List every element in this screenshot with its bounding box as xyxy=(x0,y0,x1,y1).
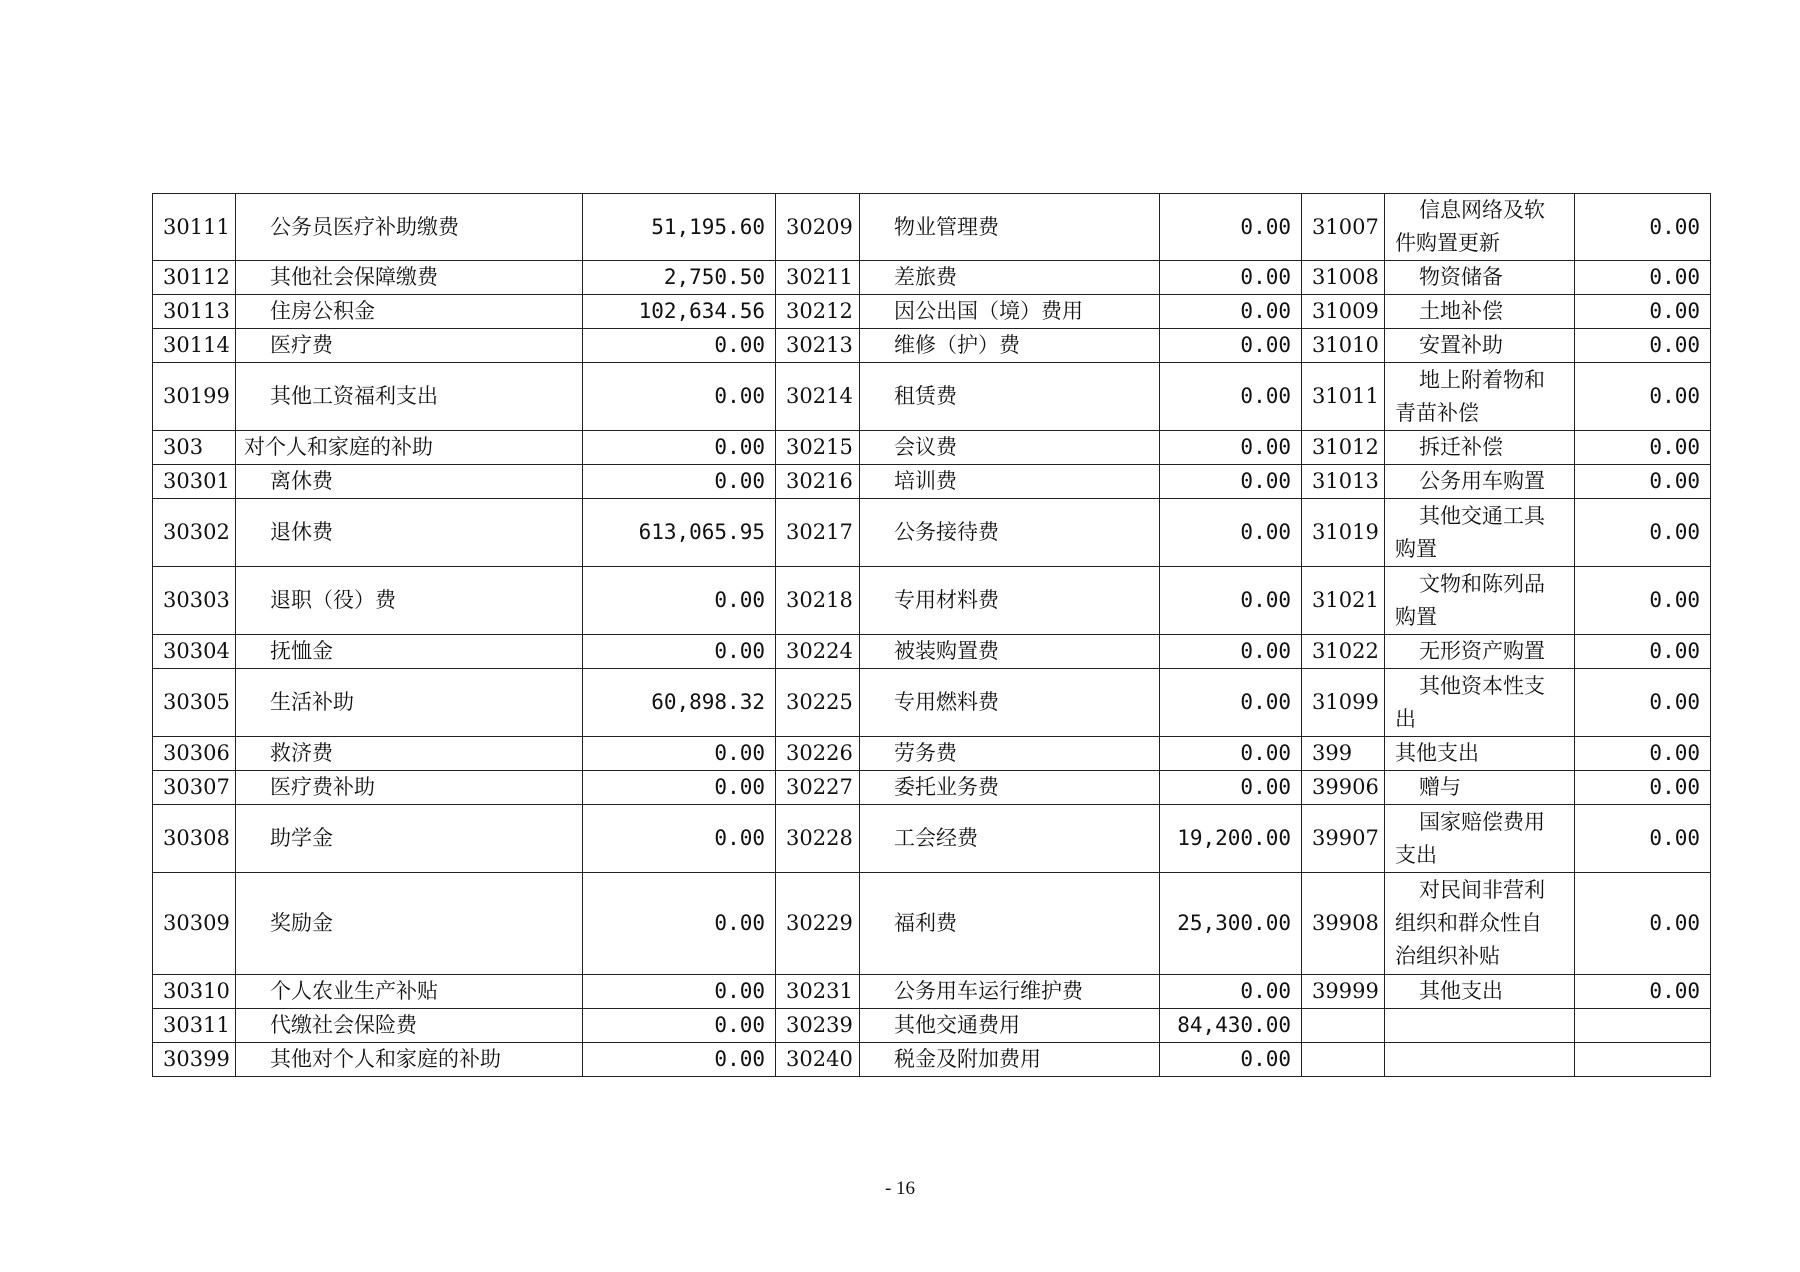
category-code: 30212 xyxy=(776,295,860,329)
category-name-line: 其他支出 xyxy=(1395,741,1479,765)
category-code: 31012 xyxy=(1302,431,1385,465)
category-name: 租赁费 xyxy=(860,363,1160,431)
category-name-line: 无形资产购置 xyxy=(1419,639,1545,663)
table-row xyxy=(153,295,1711,329)
category-code: 30303 xyxy=(153,567,236,635)
amount: 0.00 xyxy=(1160,295,1302,329)
category-code: 30239 xyxy=(776,1009,860,1043)
amount: 0.00 xyxy=(1160,329,1302,363)
amount: 0.00 xyxy=(1575,431,1711,465)
category-name: 生活补助 xyxy=(236,669,583,737)
category-code: 30215 xyxy=(776,431,860,465)
category-code xyxy=(1302,1009,1385,1043)
category-name-line: 物资储备 xyxy=(1419,265,1503,289)
category-code: 30227 xyxy=(776,771,860,805)
category-name: 其他社会保障缴费 xyxy=(236,261,583,295)
category-code: 31011 xyxy=(1302,363,1385,431)
category-name-line: 购置 xyxy=(1395,604,1437,629)
category-code: 30308 xyxy=(153,805,236,873)
category-name xyxy=(1385,261,1575,295)
category-name xyxy=(1385,1043,1575,1077)
table-row xyxy=(153,635,1711,669)
amount: 0.00 xyxy=(1160,737,1302,771)
category-name: 助学金 xyxy=(236,805,583,873)
category-code: 30310 xyxy=(153,975,236,1009)
amount: 51,195.60 xyxy=(583,194,776,261)
category-name-line: 其他交通工具 xyxy=(1419,503,1545,528)
amount: 0.00 xyxy=(1160,669,1302,737)
category-name-line: 支出 xyxy=(1395,842,1437,867)
category-code: 31008 xyxy=(1302,261,1385,295)
amount: 102,634.56 xyxy=(583,295,776,329)
category-name: 福利费 xyxy=(860,873,1160,975)
amount: 0.00 xyxy=(583,363,776,431)
amount: 0.00 xyxy=(1160,194,1302,261)
category-name: 工会经费 xyxy=(860,805,1160,873)
amount: 0.00 xyxy=(1160,363,1302,431)
table-row xyxy=(153,363,1711,431)
category-name xyxy=(1385,805,1575,873)
amount: 0.00 xyxy=(583,1009,776,1043)
category-code: 30307 xyxy=(153,771,236,805)
table-row xyxy=(153,465,1711,499)
category-name-line: 其他资本性支 xyxy=(1419,673,1545,698)
table-row xyxy=(153,1043,1711,1077)
amount: 19,200.00 xyxy=(1160,805,1302,873)
amount: 0.00 xyxy=(1575,567,1711,635)
category-name: 专用燃料费 xyxy=(860,669,1160,737)
category-code: 30226 xyxy=(776,737,860,771)
category-name xyxy=(1385,635,1575,669)
amount: 0.00 xyxy=(583,567,776,635)
category-code: 30229 xyxy=(776,873,860,975)
category-code: 31010 xyxy=(1302,329,1385,363)
category-code: 30224 xyxy=(776,635,860,669)
amount: 0.00 xyxy=(583,771,776,805)
category-name-line: 赠与 xyxy=(1419,775,1461,799)
category-name: 退职（役）费 xyxy=(236,567,583,635)
amount: 0.00 xyxy=(1160,431,1302,465)
amount: 0.00 xyxy=(1160,499,1302,567)
amount: 0.00 xyxy=(583,873,776,975)
amount: 0.00 xyxy=(1575,635,1711,669)
category-name-line: 其他支出 xyxy=(1419,979,1503,1003)
category-name: 代缴社会保险费 xyxy=(236,1009,583,1043)
category-name: 其他交通费用 xyxy=(860,1009,1160,1043)
amount: 0.00 xyxy=(583,465,776,499)
amount: 0.00 xyxy=(1160,635,1302,669)
category-name: 委托业务费 xyxy=(860,771,1160,805)
amount xyxy=(1575,1009,1711,1043)
category-code: 30211 xyxy=(776,261,860,295)
amount: 0.00 xyxy=(1575,261,1711,295)
amount: 0.00 xyxy=(1160,1043,1302,1077)
category-code: 30114 xyxy=(153,329,236,363)
amount: 0.00 xyxy=(1160,975,1302,1009)
category-name xyxy=(1385,329,1575,363)
category-name: 公务接待费 xyxy=(860,499,1160,567)
category-name: 其他对个人和家庭的补助 xyxy=(236,1043,583,1077)
category-code: 39999 xyxy=(1302,975,1385,1009)
category-name xyxy=(1385,771,1575,805)
category-code: 30240 xyxy=(776,1043,860,1077)
amount: 0.00 xyxy=(1160,465,1302,499)
category-name-line: 出 xyxy=(1395,706,1416,731)
category-name-line: 安置补助 xyxy=(1419,333,1503,357)
category-name: 救济费 xyxy=(236,737,583,771)
category-code: 39907 xyxy=(1302,805,1385,873)
category-code: 30209 xyxy=(776,194,860,261)
category-code: 31013 xyxy=(1302,465,1385,499)
category-name: 会议费 xyxy=(860,431,1160,465)
table-body xyxy=(153,194,1711,1077)
category-code: 30214 xyxy=(776,363,860,431)
amount: 0.00 xyxy=(1160,567,1302,635)
category-name: 专用材料费 xyxy=(860,567,1160,635)
table-row xyxy=(153,567,1711,635)
category-name-line: 公务用车购置 xyxy=(1419,469,1545,493)
category-code: 31099 xyxy=(1302,669,1385,737)
table-row xyxy=(153,329,1711,363)
category-code: 30228 xyxy=(776,805,860,873)
category-name: 差旅费 xyxy=(860,261,1160,295)
category-name: 公务员医疗补助缴费 xyxy=(236,194,583,261)
amount: 0.00 xyxy=(1575,805,1711,873)
category-name xyxy=(1385,873,1575,975)
table-row xyxy=(153,431,1711,465)
amount: 0.00 xyxy=(1575,737,1711,771)
category-name: 劳务费 xyxy=(860,737,1160,771)
table-row xyxy=(153,873,1711,975)
amount: 0.00 xyxy=(583,975,776,1009)
category-name: 个人农业生产补贴 xyxy=(236,975,583,1009)
amount: 0.00 xyxy=(1575,329,1711,363)
amount: 0.00 xyxy=(583,805,776,873)
category-code: 30113 xyxy=(153,295,236,329)
amount: 0.00 xyxy=(1575,975,1711,1009)
category-name-line: 件购置更新 xyxy=(1395,231,1500,255)
table-row xyxy=(153,194,1711,261)
amount: 0.00 xyxy=(1575,363,1711,431)
page-number: - 16 xyxy=(884,1178,916,1199)
category-name: 培训费 xyxy=(860,465,1160,499)
category-code: 31009 xyxy=(1302,295,1385,329)
category-code: 30218 xyxy=(776,567,860,635)
category-name xyxy=(1385,295,1575,329)
category-name xyxy=(1385,737,1575,771)
amount: 0.00 xyxy=(1575,873,1711,975)
category-name xyxy=(1385,567,1575,635)
category-code: 30309 xyxy=(153,873,236,975)
category-name-line: 青苗补偿 xyxy=(1395,400,1479,425)
category-code: 39908 xyxy=(1302,873,1385,975)
category-name: 退休费 xyxy=(236,499,583,567)
amount: 0.00 xyxy=(1575,499,1711,567)
category-code: 30302 xyxy=(153,499,236,567)
category-name xyxy=(1385,194,1575,261)
category-name-line: 组织和群众性自 xyxy=(1395,911,1542,935)
category-name: 对个人和家庭的补助 xyxy=(236,431,583,465)
amount: 0.00 xyxy=(1160,771,1302,805)
table-row xyxy=(153,771,1711,805)
amount: 0.00 xyxy=(1575,295,1711,329)
category-code: 30199 xyxy=(153,363,236,431)
table-row xyxy=(153,975,1711,1009)
budget-expenditure-table xyxy=(152,193,1711,1077)
category-name-line: 拆迁补偿 xyxy=(1419,435,1503,459)
category-name: 离休费 xyxy=(236,465,583,499)
category-code: 30213 xyxy=(776,329,860,363)
category-name: 物业管理费 xyxy=(860,194,1160,261)
category-name xyxy=(1385,431,1575,465)
category-code: 31021 xyxy=(1302,567,1385,635)
category-code: 31022 xyxy=(1302,635,1385,669)
amount: 0.00 xyxy=(583,329,776,363)
category-code: 303 xyxy=(153,431,236,465)
category-code: 30111 xyxy=(153,194,236,261)
table-row xyxy=(153,261,1711,295)
amount: 0.00 xyxy=(1160,261,1302,295)
table-row xyxy=(153,737,1711,771)
category-name: 住房公积金 xyxy=(236,295,583,329)
amount: 0.00 xyxy=(1575,669,1711,737)
category-code: 30217 xyxy=(776,499,860,567)
category-name-line: 地上附着物和 xyxy=(1419,367,1545,392)
category-code: 30112 xyxy=(153,261,236,295)
category-code: 30225 xyxy=(776,669,860,737)
category-name: 维修（护）费 xyxy=(860,329,1160,363)
table-row xyxy=(153,499,1711,567)
amount: 0.00 xyxy=(1575,465,1711,499)
category-name xyxy=(1385,363,1575,431)
category-code: 30306 xyxy=(153,737,236,771)
amount: 60,898.32 xyxy=(583,669,776,737)
category-code: 39906 xyxy=(1302,771,1385,805)
category-code: 31007 xyxy=(1302,194,1385,261)
category-code: 30305 xyxy=(153,669,236,737)
category-name: 税金及附加费用 xyxy=(860,1043,1160,1077)
category-name: 奖励金 xyxy=(236,873,583,975)
category-name xyxy=(1385,975,1575,1009)
table-row xyxy=(153,805,1711,873)
amount: 0.00 xyxy=(583,635,776,669)
amount xyxy=(1575,1043,1711,1077)
category-name-line: 土地补偿 xyxy=(1419,299,1503,323)
amount: 0.00 xyxy=(1575,194,1711,261)
category-name xyxy=(1385,499,1575,567)
amount: 0.00 xyxy=(1575,771,1711,805)
amount: 0.00 xyxy=(583,737,776,771)
category-code: 399 xyxy=(1302,737,1385,771)
category-code: 31019 xyxy=(1302,499,1385,567)
category-name xyxy=(1385,669,1575,737)
amount: 84,430.00 xyxy=(1160,1009,1302,1043)
category-name: 医疗费补助 xyxy=(236,771,583,805)
amount: 613,065.95 xyxy=(583,499,776,567)
category-name: 公务用车运行维护费 xyxy=(860,975,1160,1009)
amount: 0.00 xyxy=(583,431,776,465)
category-name: 抚恤金 xyxy=(236,635,583,669)
amount: 25,300.00 xyxy=(1160,873,1302,975)
category-name-line: 信息网络及软 xyxy=(1419,198,1545,222)
amount: 2,750.50 xyxy=(583,261,776,295)
category-name xyxy=(1385,465,1575,499)
category-name: 医疗费 xyxy=(236,329,583,363)
category-name-line: 治组织补贴 xyxy=(1395,944,1500,968)
category-name: 被装购置费 xyxy=(860,635,1160,669)
category-name-line: 文物和陈列品 xyxy=(1419,571,1545,596)
category-name: 因公出国（境）费用 xyxy=(860,295,1160,329)
category-name-line: 对民间非营利 xyxy=(1419,878,1545,902)
category-code: 30311 xyxy=(153,1009,236,1043)
category-name: 其他工资福利支出 xyxy=(236,363,583,431)
category-code: 30301 xyxy=(153,465,236,499)
category-code: 30216 xyxy=(776,465,860,499)
category-code: 30399 xyxy=(153,1043,236,1077)
category-code xyxy=(1302,1043,1385,1077)
category-code: 30304 xyxy=(153,635,236,669)
amount: 0.00 xyxy=(583,1043,776,1077)
category-name xyxy=(1385,1009,1575,1043)
category-name-line: 购置 xyxy=(1395,536,1437,561)
table-row xyxy=(153,1009,1711,1043)
category-code: 30231 xyxy=(776,975,860,1009)
category-name-line: 国家赔偿费用 xyxy=(1419,809,1545,834)
table-row xyxy=(153,669,1711,737)
